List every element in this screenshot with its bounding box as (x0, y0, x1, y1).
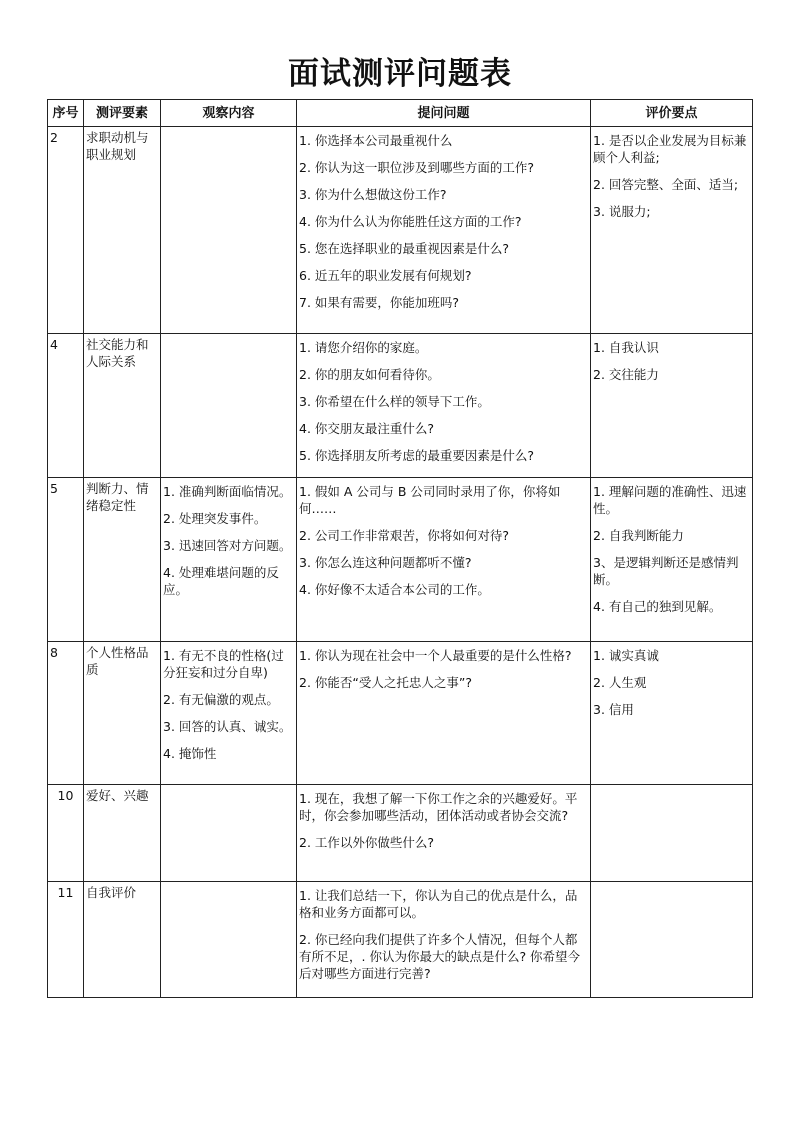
cell-observe (161, 785, 297, 882)
cell-element: 求职动机与职业规划 (84, 127, 161, 334)
cell-element: 社交能力和人际关系 (84, 334, 161, 478)
cell-num: 8 (48, 642, 84, 785)
cell-questions (297, 642, 591, 785)
questions-item: 1. 请您介绍你的家庭。 (299, 340, 428, 355)
questions-item: 2. 你认为这一职位涉及到哪些方面的工作? (299, 160, 535, 175)
points-item: 1. 是否以企业发展为目标兼顾个人利益; (593, 133, 747, 165)
table-row (48, 882, 753, 998)
questions-item: 4. 你好像不太适合本公司的工作。 (299, 582, 490, 597)
questions-item: 2. 你的朋友如何看待你。 (299, 367, 440, 382)
cell-num: 2 (48, 127, 84, 334)
header-num: 序号 (48, 100, 84, 127)
points-item: 3、是逻辑判断还是感情判断。 (593, 555, 739, 587)
header-element: 测评要素 (84, 100, 161, 127)
points-item: 2. 回答完整、全面、适当; (593, 177, 739, 192)
header-questions: 提问问题 (297, 100, 591, 127)
points-item: 2. 人生观 (593, 675, 647, 690)
questions-item: 1. 你认为现在社会中一个人最重要的是什么性格? (299, 648, 572, 663)
cell-questions (297, 882, 591, 998)
points-item: 3. 信用 (593, 702, 634, 717)
observe-item: 2. 处理突发事件。 (163, 511, 267, 526)
observe-item: 1. 准确判断面临情况。 (163, 484, 292, 499)
points-item: 2. 交往能力 (593, 367, 659, 382)
questions-item: 1. 现在，我想了解一下你工作之余的兴趣爱好。平时，你会参加哪些活动，团体活动或者协会交流? (299, 791, 578, 823)
table-row (48, 478, 753, 642)
interview-table (47, 99, 753, 998)
cell-points (591, 478, 753, 642)
cell-observe (161, 642, 297, 785)
questions-item: 1. 让我们总结一下，你认为自己的优点是什么，品格和业务方面都可以。 (299, 888, 578, 920)
questions-item: 5. 您在选择职业的最重视因素是什么? (299, 241, 510, 256)
questions-item: 5. 你选择朋友所考虑的最重要因素是什么? (299, 448, 535, 463)
points-item: 1. 自我认识 (593, 340, 659, 355)
questions-item: 3. 你为什么想做这份工作? (299, 187, 447, 202)
observe-item: 3. 回答的认真、诚实。 (163, 719, 292, 734)
questions-item: 4. 你交朋友最注重什么? (299, 421, 435, 436)
questions-item: 2. 你已经向我们提供了许多个人情况，但每个人都有所不足，. 你认为你最大的缺点是什么? 你希望今后对哪些方面进行完善? (299, 932, 581, 981)
cell-questions (297, 478, 591, 642)
table-row (48, 642, 753, 785)
cell-element: 爱好、兴趣 (84, 785, 161, 882)
questions-item: 3. 你希望在什么样的领导下工作。 (299, 394, 490, 409)
cell-observe (161, 478, 297, 642)
points-item: 4. 有自己的独到见解。 (593, 599, 722, 614)
questions-item: 2. 你能否“受人之托忠人之事”? (299, 675, 472, 690)
observe-item: 3. 迅速回答对方问题。 (163, 538, 292, 553)
header-points: 评价要点 (591, 100, 753, 127)
cell-observe (161, 334, 297, 478)
cell-questions (297, 334, 591, 478)
questions-item: 1. 假如 A 公司与 B 公司同时录用了你，你将如何…… (299, 484, 561, 516)
cell-element: 个人性格品质 (84, 642, 161, 785)
cell-questions (297, 785, 591, 882)
questions-item: 6. 近五年的职业发展有何规划? (299, 268, 472, 283)
observe-item: 4. 掩饰性 (163, 746, 217, 761)
page-title: 面试测评问题表 (288, 56, 512, 92)
cell-points (591, 334, 753, 478)
cell-points (591, 642, 753, 785)
questions-item: 4. 你为什么认为你能胜任这方面的工作? (299, 214, 522, 229)
cell-num: 5 (48, 478, 84, 642)
questions-item: 3. 你怎么连这种问题都听不懂? (299, 555, 472, 570)
cell-num: 10 (48, 785, 84, 882)
questions-item: 2. 公司工作非常艰苦，你将如何对待? (299, 528, 510, 543)
cell-observe (161, 882, 297, 998)
cell-num: 11 (48, 882, 84, 998)
questions-item: 1. 你选择本公司最重视什么 (299, 133, 453, 148)
observe-item: 2. 有无偏激的观点。 (163, 692, 279, 707)
cell-questions (297, 127, 591, 334)
cell-points (591, 882, 753, 998)
cell-observe (161, 127, 297, 334)
points-item: 2. 自我判断能力 (593, 528, 684, 543)
cell-element: 自我评价 (84, 882, 161, 998)
cell-points (591, 785, 753, 882)
header-observe: 观察内容 (161, 100, 297, 127)
points-item: 1. 理解问题的准确性、迅速性。 (593, 484, 747, 516)
observe-item: 4. 处理难堪问题的反应。 (163, 565, 279, 597)
table-row (48, 785, 753, 882)
table-row (48, 127, 753, 334)
cell-num: 4 (48, 334, 84, 478)
cell-points (591, 127, 753, 334)
observe-item: 1. 有无不良的性格(过分狂妄和过分自卑) (163, 648, 284, 680)
cell-element: 判断力、情绪稳定性 (84, 478, 161, 642)
points-item: 3. 说服力; (593, 204, 651, 219)
questions-item: 2. 工作以外你做些什么? (299, 835, 435, 850)
table-row (48, 334, 753, 478)
questions-item: 7. 如果有需要，你能加班吗? (299, 295, 460, 310)
points-item: 1. 诚实真诚 (593, 648, 659, 663)
header-row (48, 100, 753, 127)
